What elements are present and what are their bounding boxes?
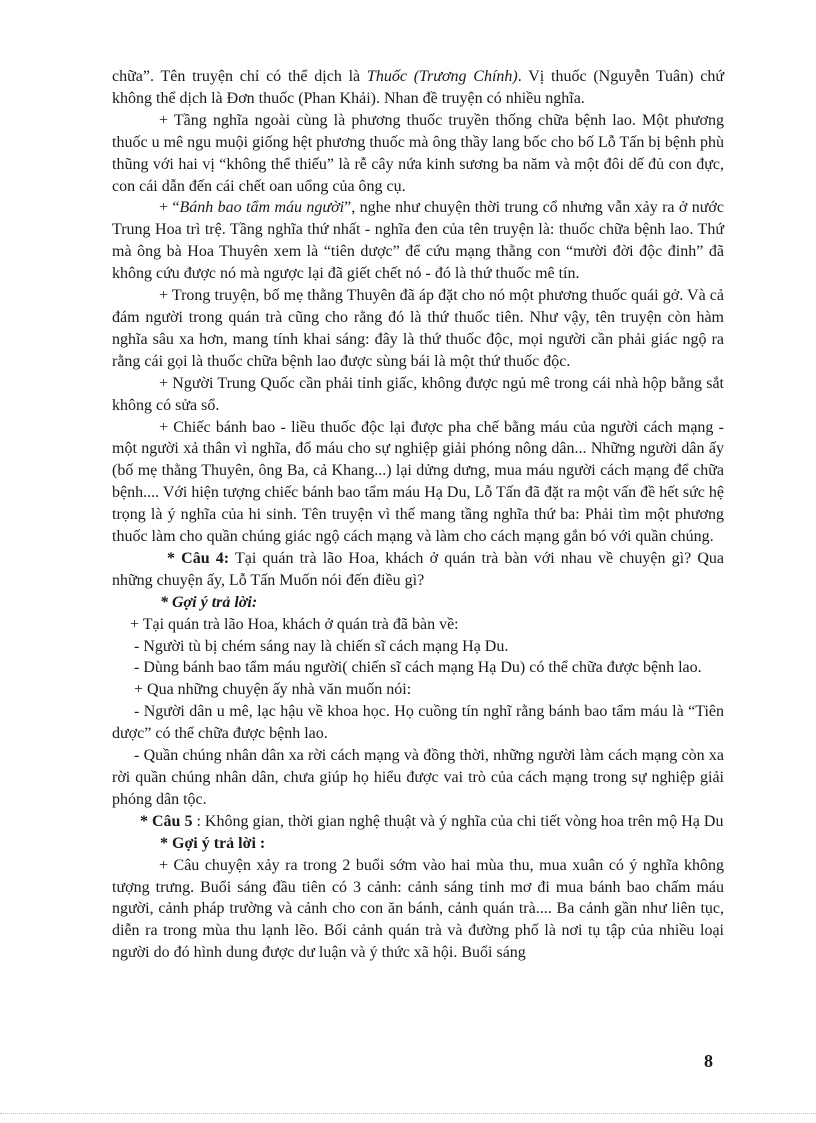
answer-line: + Qua những chuyện ấy nhà văn muốn nói:	[134, 681, 412, 699]
italic-title: Thuốc (Trương Chính)	[366, 68, 518, 85]
page-number: 8	[704, 1051, 713, 1071]
page-bottom-divider	[0, 1113, 816, 1114]
answer-hint-heading	[112, 833, 724, 855]
hint-label: * Gợi ý trả lời :	[160, 834, 266, 852]
answer-line: + Tại quán trà lão Hoa, khách ở quán trà đã bàn về:	[130, 615, 459, 633]
italic-phrase: Bánh bao tẩm máu người	[179, 199, 345, 217]
question-4	[112, 548, 724, 592]
paragraph-meaning-1: + Tầng nghĩa ngoài cùng là phương thuốc truyền thống chữa bệnh lao. Một phương thuốc u mê ngu muội giống hệt phương thuốc mà ông thầy lang bốc cho bố Lỗ Tấn bị bệnh phù thũng với hai vị “không thể thiếu” là rễ cây nứa kinh sương ba năm và một đôi dế đủ con đực, con cái dẫn đến cái chết oan uổng của ông cụ.	[112, 111, 724, 195]
text-run: + “	[159, 199, 180, 217]
answer-hint-heading	[112, 592, 724, 614]
document-body	[112, 66, 724, 964]
text-run: ”, nghe như chuyện thời trung cổ nhưng vẫn xảy ra ở nước Trung Hoa trì trệ. Tầng nghĩa thứ nhất - nghĩa đen của tên truyện là: thuốc chữa bệnh lao. Thứ mà ông bà Hoa Thuyên xem là “tiên dược” để cứu mạng thằng con “mười đời độc đinh” đã không cứu được nó mà ngược lại đã giết chết nó - đó là thứ thuốc mê tín.	[112, 199, 724, 283]
answer-line: - Người dân u mê, lạc hậu về khoa học. Họ cuồng tín nghĩ rằng bánh bao tẩm máu là “Tiên dược” có thể chữa được bệnh lao.	[112, 703, 724, 743]
paragraph-meaning-2	[112, 197, 724, 285]
paragraph-meaning-4: + Người Trung Quốc cần phải tỉnh giấc, không được ngủ mê trong cái nhà hộp bằng sắt không có sửa sổ.	[112, 374, 724, 414]
answer-line: - Quần chúng nhân dân xa rời cách mạng và đồng thời, những người làm cách mạng còn xa rời quần chúng nhân dân, chưa giúp họ hiểu được vai trò của cách mạng trong sự nghiệp giải phóng dân tộc.	[112, 747, 724, 808]
question-label: * Câu 5	[140, 812, 193, 830]
text-run: chữa”. Tên truyện chỉ có thể dịch là	[112, 68, 367, 85]
paragraph-meaning-3: + Trong truyện, bố mẹ thằng Thuyên đã áp đặt cho nó một phương thuốc quái gở. Và cả đám người trong quán trà cũng cho rằng đó là thứ thuốc tiên. Như vậy, tên truyện còn hàm nghĩa sâu xa hơn, mang tính khai sáng: đây là thứ thuốc độc, mọi người cần phải giác ngộ ra rằng cái gọi là thuốc chữa bệnh lao được sùng bái là một thứ thuốc độc.	[112, 287, 724, 370]
text-run: . Vị thuốc (Nguyễn Tuân) chứ không thể dịch là Đơn thuốc (Phan Khải). Nhan đề truyện có nhiều nghĩa.	[112, 68, 725, 107]
answer-line: - Người tù bị chém sáng nay là chiến sĩ cách mạng Hạ Du.	[134, 637, 509, 655]
answer-line: - Dùng bánh bao tẩm máu người( chiến sĩ cách mạng Hạ Du) có thể chữa được bệnh lao.	[134, 659, 702, 677]
paragraph-intro	[112, 66, 724, 110]
question-text: : Không gian, thời gian nghệ thuật và ý nghĩa của chi tiết vòng hoa trên mộ Hạ Du	[192, 812, 724, 830]
question-label: * Câu 4:	[167, 549, 230, 567]
answer-paragraph: + Câu chuyện xảy ra trong 2 buổi sớm vào hai mùa thu, mua xuân có ý nghĩa không tượng trưng. Buổi sáng đầu tiên có 3 cảnh: cảnh sáng tinh mơ đi mua bánh bao chấm máu người, cảnh pháp trường và cảnh cho con ăn bánh, cảnh quán trà.... Ba cảnh gần như liên tục, diễn ra trong mùa thu lạnh lẽo. Bối cảnh quán trà và đường phố là nơi tụ tập của nhiều loại người do đó hình dung được dư luận và ý thức xã hội. Buổi sáng	[112, 856, 724, 962]
paragraph-meaning-5: + Chiếc bánh bao - liều thuốc độc lại được pha chế bằng máu của người cách mạng - một người xả thân vì nghĩa, đổ máu cho sự nghiệp giải phóng nông dân... Những người dân ấy (bố mẹ thằng Thuyên, ông Ba, cả Khang...) lại dửng dưng, mua máu người cách mạng để chữa bệnh.... Với hiện tượng chiếc bánh bao tẩm máu Hạ Du, Lỗ Tấn đã đặt ra một vấn đề hết sức hệ trọng là ý nghĩa của hi sinh. Tên truyện vì thế mang tầng nghĩa thứ ba: Phải tìm một phương thuốc làm cho quần chúng giác ngộ cách mạng và làm cho cách mạng gắn bó với quần chúng.	[112, 418, 724, 546]
hint-label: * Gợi ý trả lời:	[160, 593, 258, 611]
question-text: Tại quán trà lão Hoa, khách ở quán trà bàn với nhau về chuyện gì? Qua những chuyện ấy, Lỗ Tấn Muốn nói đến điều gì?	[112, 549, 725, 589]
question-5	[112, 811, 724, 833]
